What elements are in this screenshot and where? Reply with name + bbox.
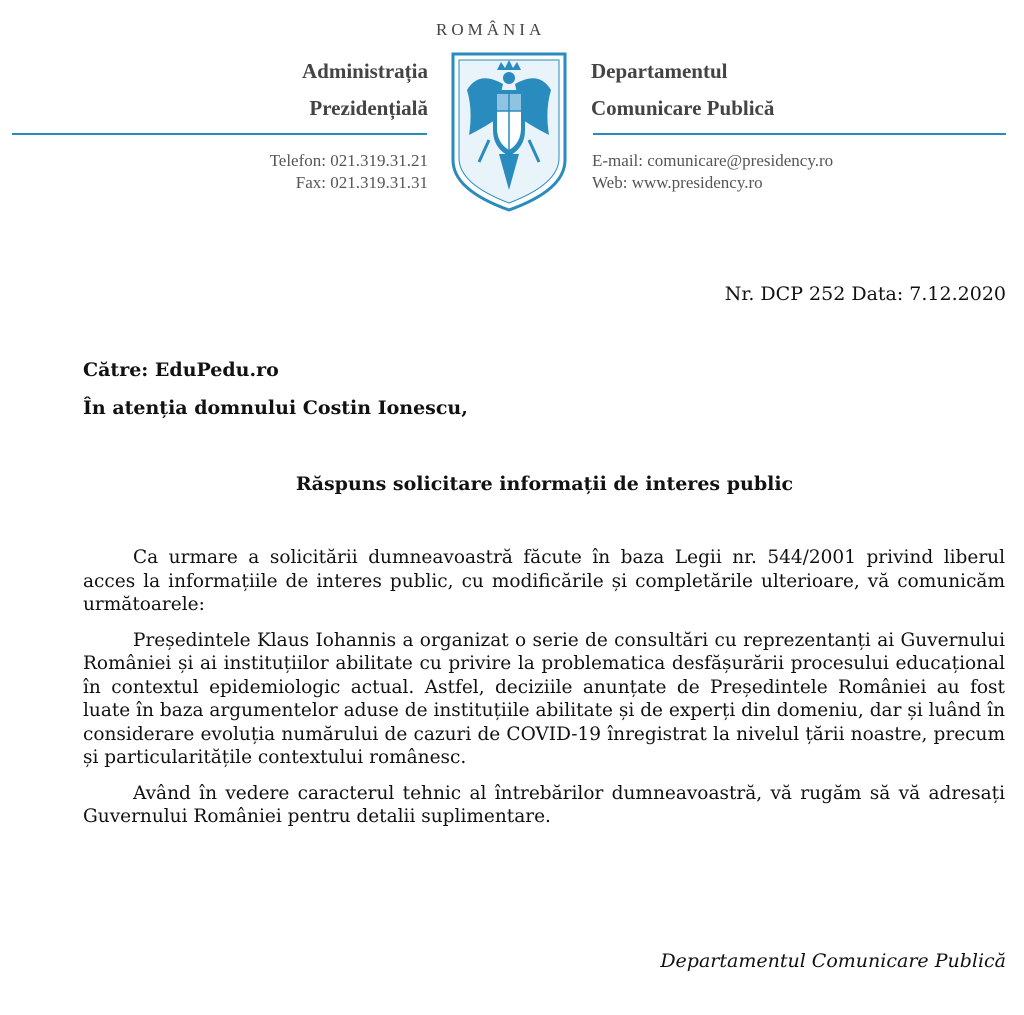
header-rule-left [12,133,427,135]
institution-name-line1: Administrația [302,59,428,83]
recipient-line: Către: EduPedu.ro [83,359,279,381]
contact-fax: Fax: 021.319.31.31 [295,173,428,192]
header-rule-right [593,133,1006,135]
contact-web: Web: www.presidency.ro [592,173,763,192]
coat-of-arms-icon [449,50,569,213]
institution-name-line2: Prezidențială [309,96,428,120]
body-paragraph: Președintele Klaus Iohannis a organizat o serie de consultări cu reprezentanți ai Guvernului României și ai instituțiilor abilitate cu privire la problematica desfășurării procesului educațional în contextul epidemiologic actual. Astfel, deciziile anunțate de Președintele României au fost luate în baza argumentelor aduse de instituțiile abilitate și de experți din domeniu, dar și luând în considerare evoluția numărului de cazuri de COVID-19 înregistrat la nivelul țării noastre, precum și particularitățile contextului românesc. [83,629,1005,768]
document-body [83,546,1005,841]
body-paragraph: Ca urmare a solicitării dumneavoastră făcute în baza Legii nr. 544/2001 privind liberul acces la informațiile de interes public, cu modificările și completările ulterioare, vă comunicăm următoarele: [83,547,1005,615]
contact-email: E-mail: comunicare@presidency.ro [592,151,834,170]
document-subject: Răspuns solicitare informații de interes public [295,473,794,495]
body-paragraph: Având în vedere caracterul tehnic al întrebărilor dumneavoastră, vă rugăm să vă adresați Guvernului României pentru detalii suplimentare. [83,782,1005,827]
attention-line: În atenția domnului Costin Ionescu, [83,397,468,419]
document-number: Nr. DCP 252 Data: 7.12.2020 [724,283,1006,305]
department-name-line2: Comunicare Publică [591,96,775,120]
country-name: ROMÂNIA [436,20,546,39]
contact-phone: Telefon: 021.319.31.21 [269,151,428,170]
signature: Departamentul Comunicare Publică [660,950,1006,972]
department-name-line1: Departamentul [591,59,728,83]
